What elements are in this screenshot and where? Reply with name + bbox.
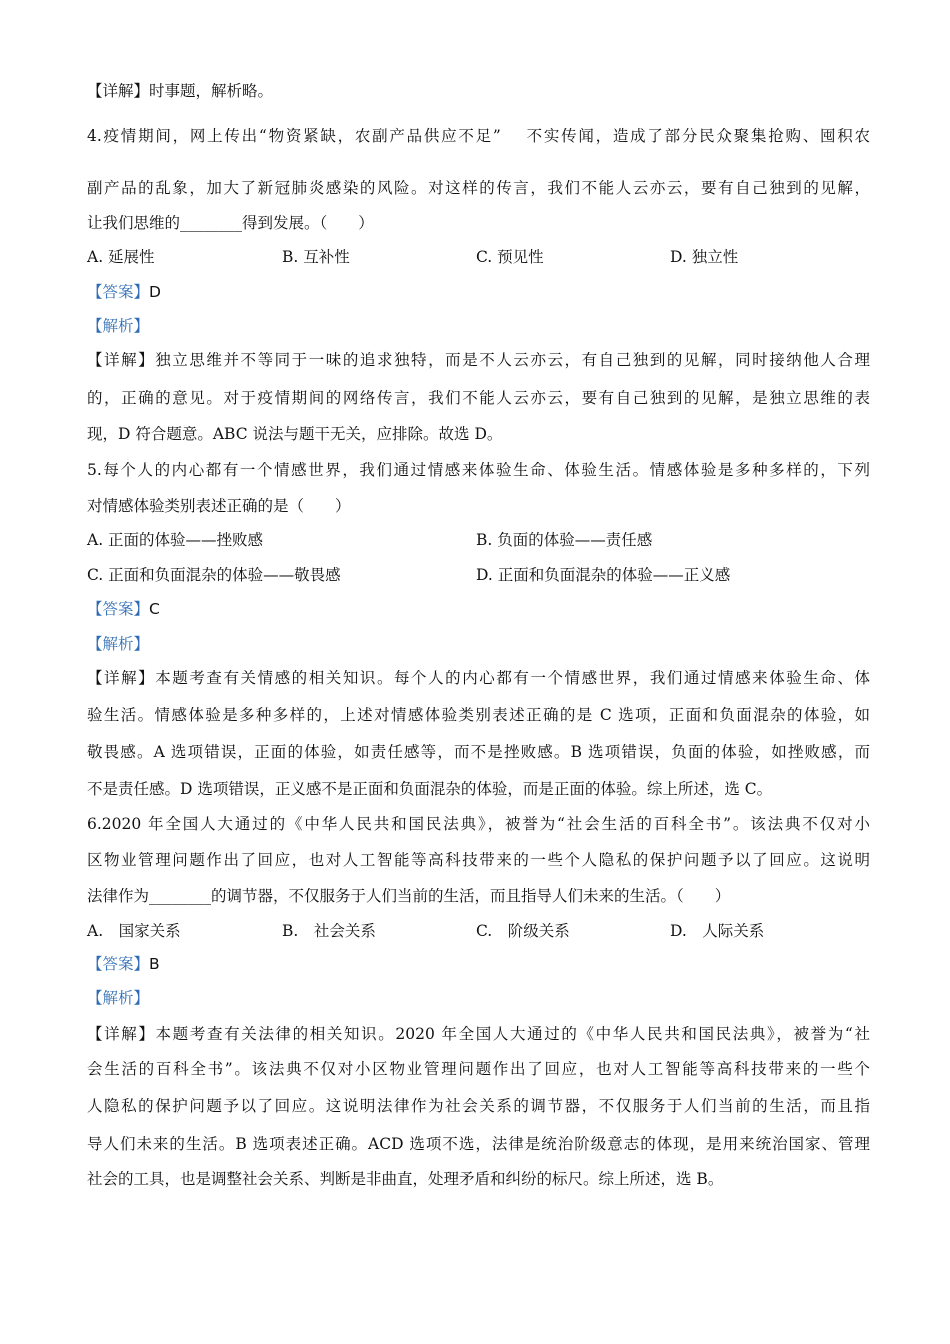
q3-detail-label: 【详解】 (87, 82, 150, 100)
q6-answer-value: B (149, 955, 160, 973)
q6-option-c: C. 阶级关系 (476, 922, 570, 940)
q6-detail-line3: 人隐私的保护问题予以了回应。这说明法律作为社会关系的调节器，不仅服务于人们当前的生活，而且指 (87, 1097, 870, 1115)
q4-detail-line1 (87, 350, 870, 370)
q4-stem-line1: 4.疫情期间，网上传出“物资紧缺，农副产品供应不足” 不实传闻，造成了部分民众聚集抢购、囤积农 (87, 127, 870, 145)
q6-answer-label: 【答案】 (87, 955, 150, 973)
q5-detail-line3: 敬畏感。A 选项错误，正面的体验，如责任感等，而不是挫败感。B 选项错误，负面的体验，如挫败感，而 (87, 743, 870, 761)
q4-stem-line3: 让我们思维的________得到发展。（ ） (87, 214, 374, 232)
q5-answer-value: C (149, 600, 160, 618)
q6-detail-line1 (87, 1024, 870, 1044)
q6-option-b: B. 社会关系 (282, 922, 376, 940)
q4-detail-line2: 的，正确的意见。对于疫情期间的网络传言，我们不能人云亦云，要有自己独到的见解，是独立思维的表 (87, 389, 870, 407)
q5-option-b: B. 负面的体验——责任感 (476, 531, 653, 549)
q3-detail (87, 81, 870, 101)
q4-detail-text1: 独立思维并不等同于一味的追求独特，而是不人云亦云，有自己独到的见解，同时接纳他人合理 (155, 351, 870, 369)
q6-option-d: D. 人际关系 (670, 922, 765, 940)
q4-stem-line2: 副产品的乱象，加大了新冠肺炎感染的风险。对这样的传言，我们不能人云亦云，要有自己独到的见解， (87, 179, 870, 197)
q6-option-a: A. 国家关系 (87, 922, 181, 940)
q4-option-b: B. 互补性 (282, 248, 350, 266)
q5-option-d: D. 正面和负面混杂的体验——正义感 (476, 566, 731, 584)
q5-option-a: A. 正面的体验——挫败感 (87, 531, 264, 549)
q5-detail-line4: 不是责任感。D 选项错误，正义感不是正面和负面混杂的体验，而是正面的体验。综上所述，选 C。 (87, 780, 773, 798)
q6-detail-line4: 导人们未来的生活。B 选项表述正确。ACD 选项不选，法律是统治阶级意志的体现，是用来统治国家、管理 (87, 1135, 870, 1153)
q4-analysis-label: 【解析】 (87, 317, 150, 335)
q4-answer-value: D (149, 283, 161, 301)
q6-answer (87, 954, 870, 974)
q4-answer (87, 282, 870, 302)
q4-option-a: A. 延展性 (87, 248, 155, 266)
q6-stem-line3: 法律作为________的调节器，不仅服务于人们当前的生活，而且指导人们未来的生活。（ ） (87, 887, 731, 905)
q5-detail-line1 (87, 668, 870, 688)
q5-option-c: C. 正面和负面混杂的体验——敬畏感 (87, 566, 341, 584)
q4-detail-line3: 现，D 符合题意。ABC 说法与题干无关，应排除。故选 D。 (87, 425, 503, 443)
q4-option-c: C. 预见性 (476, 248, 544, 266)
q5-analysis-label: 【解析】 (87, 635, 150, 653)
q5-answer-label: 【答案】 (87, 600, 150, 618)
q6-detail-line5: 社会的工具，也是调整社会关系、判断是非曲直，处理矛盾和纠纷的标尺。综上所述，选 B。 (87, 1170, 724, 1188)
q5-detail-label: 【详解】 (87, 669, 156, 687)
q5-stem-line1: 5.每个人的内心都有一个情感世界，我们通过情感来体验生命、体验生活。情感体验是多种多样的，下列 (87, 461, 870, 479)
q5-answer (87, 599, 870, 619)
q5-detail-text1: 本题考查有关情感的相关知识。每个人的内心都有一个情感世界，我们通过情感来体验生命、体 (155, 669, 870, 687)
q6-detail-label: 【详解】 (87, 1025, 156, 1043)
q6-detail-line2: 会生活的百科全书”。该法典不仅对小区物业管理问题作出了回应，也对人工智能等高科技带来的一些个 (87, 1060, 870, 1078)
q6-stem-line1: 6.2020 年全国人大通过的《中华人民共和国民法典》，被誉为“社会生活的百科全书”。该法典不仅对小 (87, 815, 870, 833)
q4-option-d: D. 独立性 (670, 248, 739, 266)
q4-analysis (87, 316, 870, 336)
q4-answer-label: 【答案】 (87, 283, 150, 301)
q6-detail-text1: 本题考查有关法律的相关知识。2020 年全国人大通过的《中华人民共和国民法典》，被誉为“社 (155, 1025, 870, 1043)
q4-detail-label: 【详解】 (87, 351, 156, 369)
q6-analysis (87, 988, 870, 1008)
q6-stem-line2: 区物业管理问题作出了回应，也对人工智能等高科技带来的一些个人隐私的保护问题予以了回应。这说明 (87, 851, 870, 869)
q6-analysis-label: 【解析】 (87, 989, 150, 1007)
q5-analysis (87, 634, 870, 654)
q3-detail-text: 时事题，解析略。 (149, 82, 274, 100)
q5-detail-line2: 验生活。情感体验是多种多样的，上述对情感体验类别表述正确的是 C 选项，正面和负面混杂的体验，如 (87, 706, 870, 724)
q5-stem-line2: 对情感体验类别表述正确的是（ ） (87, 497, 351, 515)
